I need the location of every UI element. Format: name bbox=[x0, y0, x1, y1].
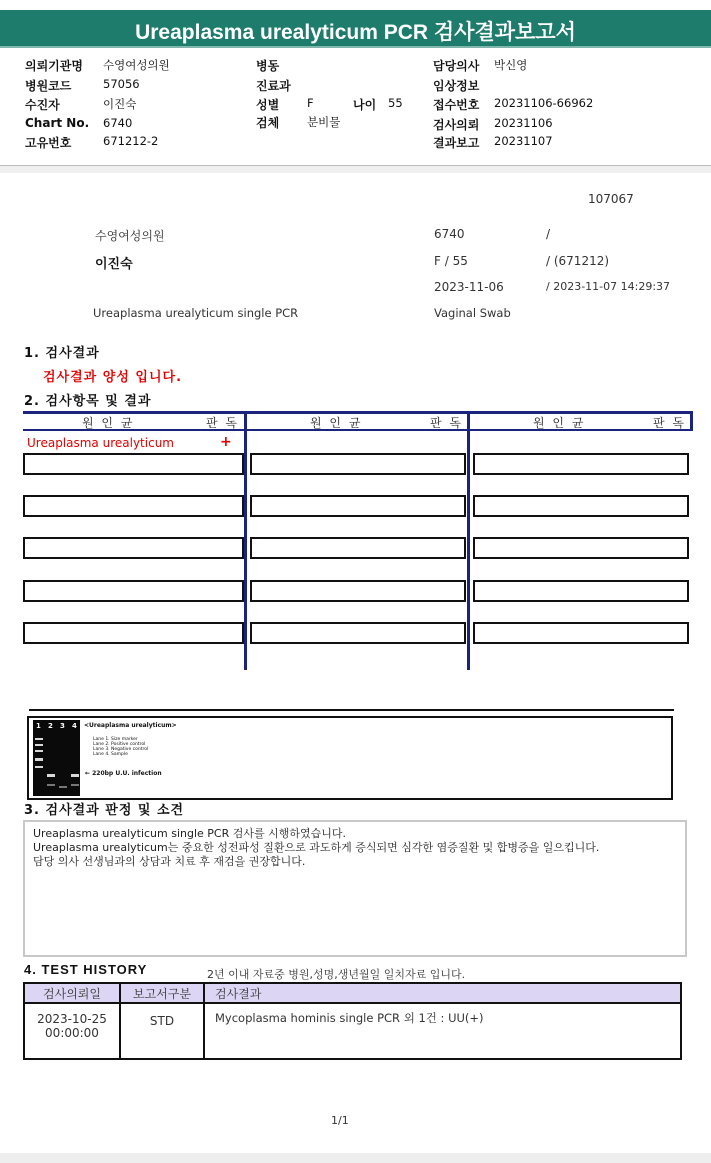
label-age: 나이 bbox=[353, 98, 377, 112]
header-divider bbox=[0, 165, 711, 173]
table-row bbox=[24, 1003, 681, 1059]
empty-result-cell bbox=[23, 622, 244, 644]
history-result: Mycoplasma hominis single PCR 외 1건 : UU(+) bbox=[204, 1003, 681, 1059]
label-report-date: 결과보고 bbox=[433, 136, 480, 150]
label-chart-no: Chart No. bbox=[25, 116, 90, 130]
col-pathogen-3: 원 인 균 bbox=[533, 416, 586, 430]
col-pathogen-2: 원 인 균 bbox=[310, 416, 363, 430]
empty-result-cell bbox=[473, 537, 689, 559]
value-hospital-code: 57056 bbox=[103, 77, 140, 91]
history-type: STD bbox=[120, 1003, 204, 1059]
report-title: Ureaplasma urealyticum PCR 검사결과보고서 bbox=[135, 21, 576, 44]
history-note: 2년 이내 자료중 병원,성명,생년월일 일치자료 입니다. bbox=[207, 968, 466, 981]
label-hospital-code: 병원코드 bbox=[25, 79, 72, 93]
info-patient: 이진숙 bbox=[95, 257, 133, 272]
label-patient: 수진자 bbox=[25, 98, 60, 112]
empty-result-cell bbox=[250, 580, 466, 602]
section2-title: 2. 검사항목 및 결과 bbox=[24, 394, 152, 409]
page-number: 1/1 bbox=[331, 1114, 349, 1127]
info-received: 2023-11-06 bbox=[434, 280, 504, 294]
value-sex: F bbox=[307, 96, 314, 110]
history-time: 00:00:00 bbox=[45, 1026, 99, 1040]
gel-title: <Ureaplasma urealyticum> bbox=[84, 722, 177, 729]
pathogen-name: Ureaplasma urealyticum bbox=[27, 436, 174, 450]
info-id: / (671212) bbox=[546, 254, 610, 268]
opinion-line: Ureaplasma urealyticum single PCR 검사를 시행하였습니다. bbox=[33, 827, 346, 840]
value-patient: 이진숙 bbox=[103, 97, 137, 111]
result-summary: 검사결과 양성 입니다. bbox=[43, 370, 183, 385]
info-test-name: Ureaplasma urealyticum single PCR bbox=[93, 306, 299, 320]
info-clinic: 수영여성의원 bbox=[95, 229, 165, 243]
history-date-cell bbox=[24, 1003, 120, 1059]
info-specimen: Vaginal Swab bbox=[434, 306, 511, 320]
label-request-date: 검사의뢰 bbox=[433, 118, 480, 132]
label-department: 진료과 bbox=[256, 79, 291, 93]
col-pathogen-1: 원 인 균 bbox=[82, 416, 135, 430]
value-chart-no: 6740 bbox=[103, 116, 133, 130]
empty-result-cell bbox=[473, 453, 689, 475]
label-requesting-clinic: 의뢰기관명 bbox=[25, 59, 83, 73]
value-age: 55 bbox=[388, 96, 403, 110]
empty-result-cell bbox=[473, 622, 689, 644]
gel-lane-number: 3 bbox=[60, 722, 65, 730]
report-title-bar bbox=[0, 10, 711, 48]
empty-result-cell bbox=[23, 537, 244, 559]
section4-title: 4. TEST HISTORY bbox=[24, 962, 148, 977]
report-code: 107067 bbox=[588, 192, 634, 206]
gel-electrophoresis-image bbox=[33, 720, 80, 796]
empty-result-cell bbox=[250, 537, 466, 559]
pathogen-result: + bbox=[220, 434, 232, 450]
history-date: 2023-10-25 bbox=[37, 1012, 107, 1026]
opinion-line: 담당 의사 선생님과의 상담과 치료 후 재검을 권장합니다. bbox=[33, 855, 306, 868]
empty-result-cell bbox=[23, 495, 244, 517]
info-sex-age: F / 55 bbox=[434, 254, 468, 268]
label-unique-no: 고유번호 bbox=[25, 136, 72, 150]
info-slash: / bbox=[546, 227, 551, 241]
section1-title: 1. 검사결과 bbox=[24, 346, 100, 361]
value-doctor: 박신영 bbox=[494, 58, 528, 72]
col-judge-3: 판 독 bbox=[653, 416, 686, 430]
gel-band-annotation: ← 220bp U.U. infection bbox=[85, 770, 162, 777]
empty-result-cell bbox=[23, 580, 244, 602]
empty-result-cell bbox=[473, 495, 689, 517]
history-col-date: 검사의뢰일 bbox=[24, 983, 120, 1003]
opinion-line: Ureaplasma urealyticum는 중요한 성전파성 질환으로 과도하게 증식되면 심각한 염증질환 및 합병증을 일으킵니다. bbox=[33, 841, 600, 854]
gel-lane-number: 1 bbox=[36, 722, 41, 730]
col-judge-1: 판 독 bbox=[206, 416, 239, 430]
label-ward: 병동 bbox=[256, 59, 280, 73]
value-request-date: 20231106 bbox=[494, 116, 553, 130]
value-unique-no: 671212-2 bbox=[103, 134, 159, 148]
label-sex: 성별 bbox=[256, 98, 280, 112]
history-col-result: 검사결과 bbox=[204, 983, 681, 1003]
value-receipt-no: 20231106-66962 bbox=[494, 96, 594, 110]
gel-lane-number: 4 bbox=[72, 722, 77, 730]
empty-result-cell bbox=[250, 622, 466, 644]
info-reported: / 2023-11-07 14:29:37 bbox=[546, 280, 671, 293]
empty-result-cell bbox=[250, 495, 466, 517]
gel-lane-number: 2 bbox=[48, 722, 53, 730]
gel-legend: Lane 1. Size marker Lane 2. Positive control Lane 3. Negative control Lane 4. Sample bbox=[93, 737, 149, 757]
value-specimen: 분비물 bbox=[307, 115, 341, 129]
history-table bbox=[23, 982, 682, 1060]
label-doctor: 담당의사 bbox=[433, 59, 480, 73]
page-footer-bar bbox=[0, 1153, 711, 1163]
label-clinical-info: 임상정보 bbox=[433, 79, 480, 93]
value-requesting-clinic: 수영여성의원 bbox=[103, 58, 170, 72]
label-receipt-no: 접수번호 bbox=[433, 98, 480, 112]
empty-result-cell bbox=[250, 453, 466, 475]
opinion-box bbox=[23, 820, 687, 957]
label-specimen: 검체 bbox=[256, 116, 280, 130]
info-chart: 6740 bbox=[434, 227, 465, 241]
section3-title: 3. 검사결과 판정 및 소견 bbox=[24, 803, 185, 818]
value-report-date: 20231107 bbox=[494, 134, 553, 148]
empty-result-cell bbox=[23, 453, 244, 475]
gel-top-rule bbox=[29, 709, 674, 711]
history-col-type: 보고서구분 bbox=[120, 983, 204, 1003]
empty-result-cell bbox=[473, 580, 689, 602]
col-judge-2: 판 독 bbox=[430, 416, 463, 430]
gel-image-frame bbox=[27, 716, 673, 800]
